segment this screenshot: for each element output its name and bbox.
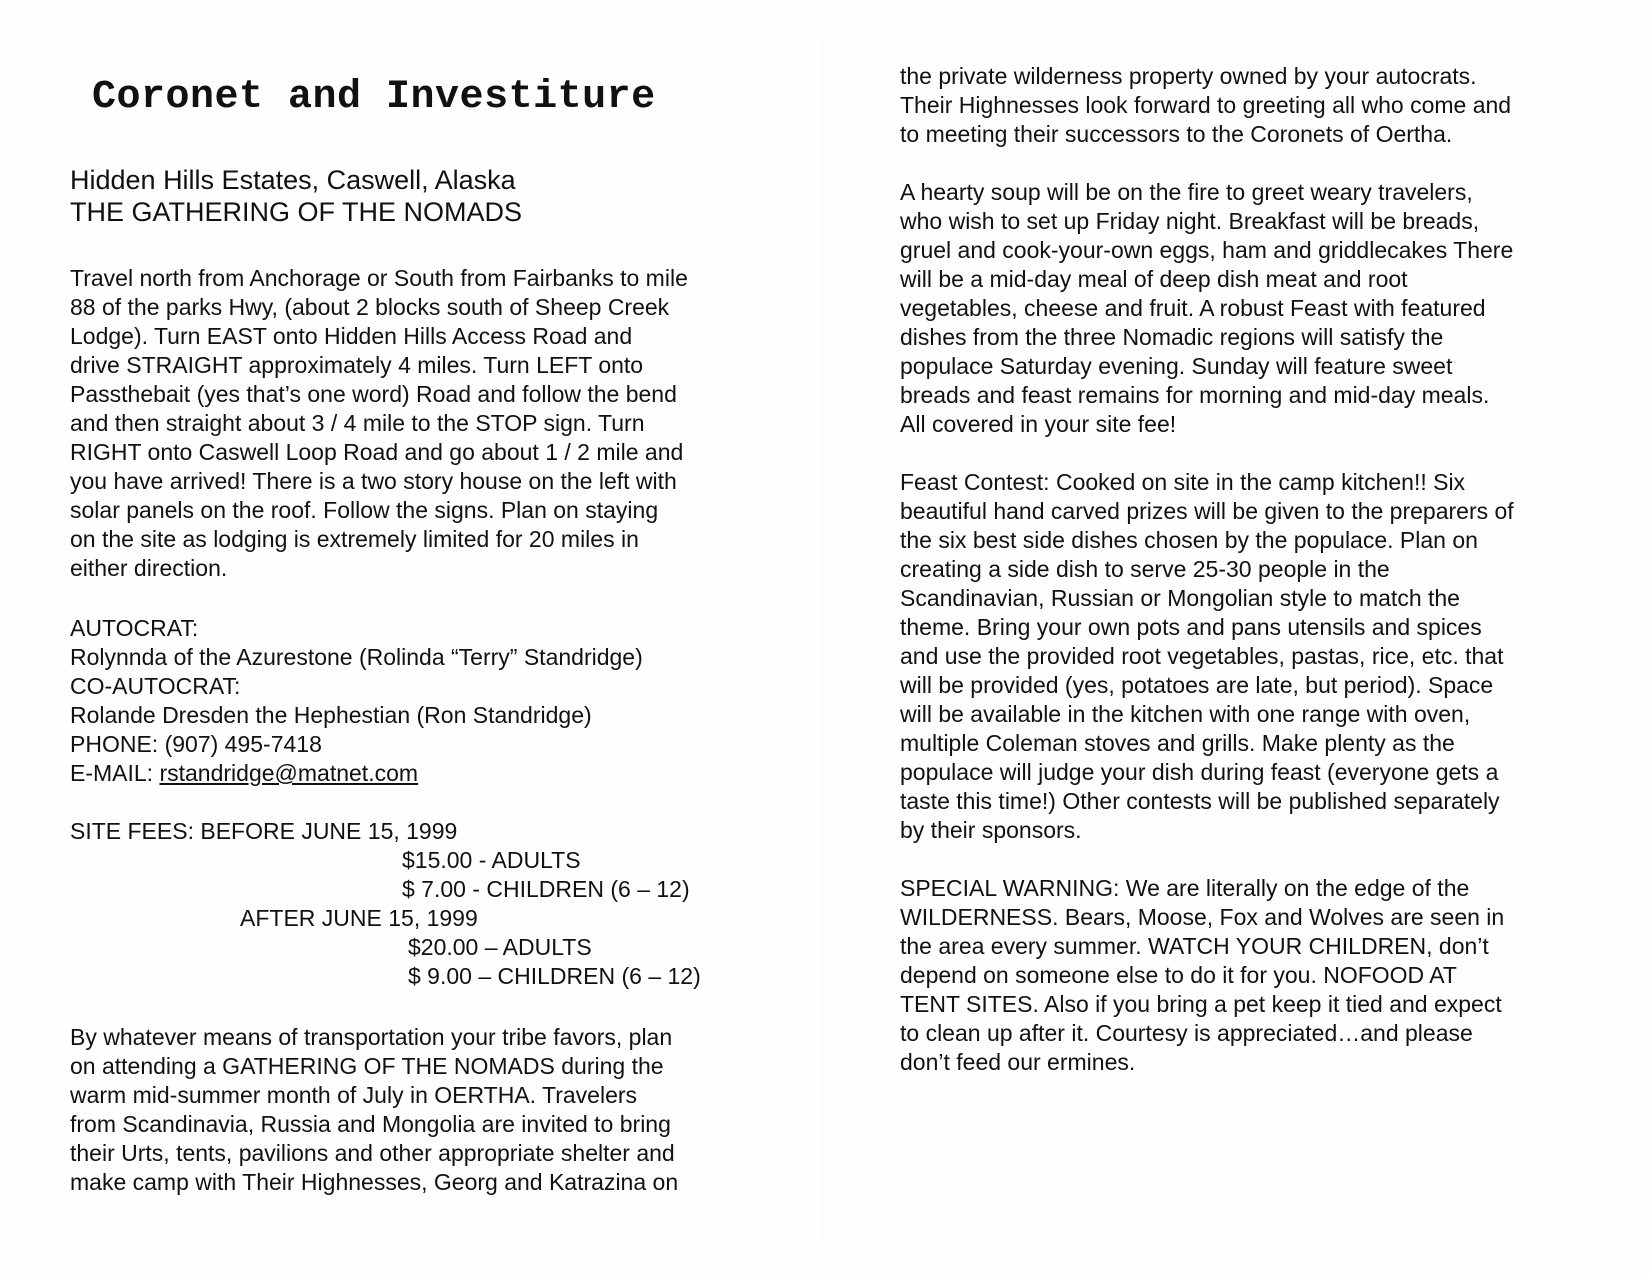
autocrat-name: Rolynnda of the Azurestone (Rolinda “Terry” Standridge) <box>70 644 643 670</box>
coautocrat-label: CO-AUTOCRAT: <box>70 673 241 699</box>
document-title: Coronet and Investiture <box>92 75 656 120</box>
left-page <box>70 62 760 1197</box>
event-subtitle <box>70 164 760 228</box>
continuation-paragraph: the private wilderness property owned by your autocrats. Their Highnesses look forward to greeting all who come and to meeting their successors to the Coronets of Oertha. <box>900 63 1512 147</box>
coautocrat-name: Rolande Dresden the Hephestian (Ron Standridge) <box>70 702 592 728</box>
meals-paragraph: A hearty soup will be on the fire to greet weary travelers, who wish to set up Friday night. Breakfast will be breads, gruel and cook-your-own eggs, ham and griddlecakes There will be a mid-day meal of deep dish meat and root vegetables, cheese and fruit. A robust Feast with featured dishes from the three Nomadic regions will satisfy the populace Saturday evening. Sunday will feature sweet breads and feast remains for morning and mid-day meals. All covered in your site fee! <box>900 179 1514 437</box>
site-fees-block <box>70 817 760 991</box>
event-name: THE GATHERING OF THE NOMADS <box>70 197 523 227</box>
fees-before-adults: $15.00 - ADULTS <box>402 847 581 873</box>
email-line <box>70 759 760 788</box>
email-link[interactable]: rstandridge@matnet.com <box>159 760 419 786</box>
page-fold-divider <box>822 40 823 1240</box>
special-warning-paragraph: SPECIAL WARNING: We are literally on the edge of the WILDERNESS. Bears, Moose, Fox and Wolves are seen in the area every summer. WATCH YOUR CHILDREN, don’t depend on someone else to do it for you. NOFOOD AT TENT SITES. Also if you bring a pet keep it tied and expect to clean up after it. Courtesy is appreciated…and please don’t feed our ermines. <box>900 875 1505 1075</box>
autocrat-label: AUTOCRAT: <box>70 615 199 641</box>
transport-paragraph: By whatever means of transportation your tribe favors, plan on attending a GATHERING OF THE NOMADS during the warm mid-summer month of July in OERTHA. Travelers from Scandinavia, Russia and Mongolia are invited to bring their Urts, tents, pavilions and other appropriate shelter and make camp with Their Highnesses, Georg and Katrazina on <box>70 1024 679 1195</box>
fees-after-label: AFTER JUNE 15, 1999 <box>240 905 478 931</box>
fees-after-children: $ 9.00 – CHILDREN (6 – 12) <box>408 963 701 989</box>
phone-number: PHONE: (907) 495-7418 <box>70 731 322 757</box>
fees-after-adults: $20.00 – ADULTS <box>408 934 592 960</box>
fees-before-children: $ 7.00 - CHILDREN (6 – 12) <box>402 876 690 902</box>
email-label: E-MAIL: <box>70 760 160 786</box>
feast-contest-paragraph: Feast Contest: Cooked on site in the camp kitchen!! Six beautiful hand carved prizes will be given to the preparers of the six best side dishes chosen by the populace. Plan on creating a side dish to serve 25-30 people in the Scandinavian, Russian or Mongolian style to match the theme. Bring your own pots and pans utensils and spices and use the provided root vegetables, pastas, rice, etc. that will be provided (yes, potatoes are late, but period). Space will be available in the kitchen with one range with oven, multiple Coleman stoves and grills. Make plenty as the populace will judge your dish during feast (everyone gets a taste this time!) Other contests will be published separately by their sponsors. <box>900 469 1514 843</box>
event-location: Hidden Hills Estates, Caswell, Alaska <box>70 165 516 195</box>
fees-before-label: SITE FEES: BEFORE JUNE 15, 1999 <box>70 818 458 844</box>
directions-paragraph: Travel north from Anchorage or South from Fairbanks to mile 88 of the parks Hwy, (about 2 blocks south of Sheep Creek Lodge). Turn EAST onto Hidden Hills Access Road and drive STRAIGHT approximately 4 miles. Turn LEFT onto Passthebait (yes that’s one word) Road and follow the bend and then straight about 3 / 4 mile to the STOP sign. Turn RIGHT onto Caswell Loop Road and go about 1 / 2 mile and you have arrived! There is a two story house on the left with solar panels on the roof. Follow the signs. Plan on staying on the site as lodging is extremely limited for 20 miles in either direction. <box>70 265 688 581</box>
right-page <box>900 62 1580 1106</box>
contact-block <box>70 614 760 788</box>
